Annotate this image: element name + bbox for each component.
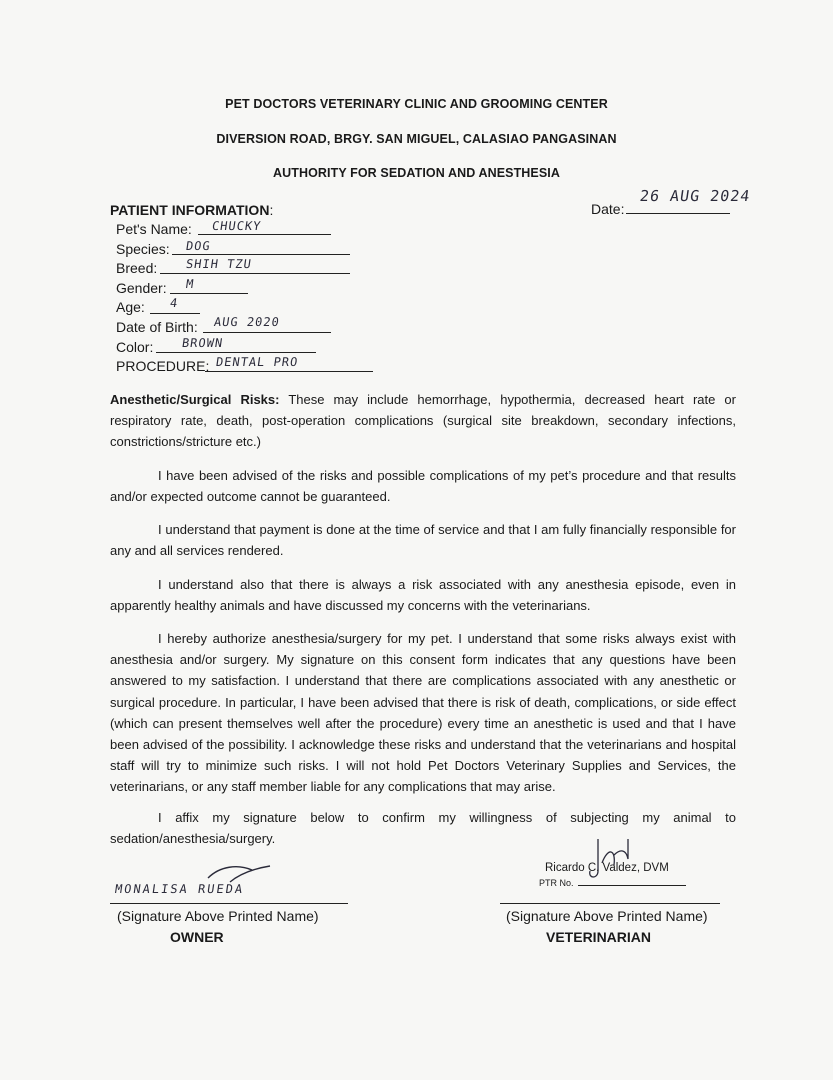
owner-caption: (Signature Above Printed Name) [117,908,319,924]
procedure-line [205,371,373,372]
date-value[interactable]: 26 AUG 2024 [638,187,752,205]
pets-name-line [198,234,331,235]
vet-printed-name: Ricardo C. Valdez, DVM [545,862,669,874]
risks-text: These may include hemorrhage, hypothermia, decreased heart rate or respiratory rate, death, post-operation complications (surgical site breakdown, secondary infections, constrictions/stricture etc.) [110,392,736,450]
risks-heading: Anesthetic/Surgical Risks: [110,392,280,407]
vet-signature-scribble [586,835,646,885]
risks-paragraph [110,389,736,453]
patient-info-heading: PATIENT INFORMATION: [110,202,274,218]
gender-value[interactable]: M [185,277,196,291]
dob-label: Date of Birth: [116,319,198,335]
vet-ptr-label: PTR No. [539,878,574,888]
age-label: Age: [116,299,145,315]
paragraph-risk-awareness: I understand also that there is always a risk associated with any anesthesia episode, even in apparently healthy animals and have discussed my concerns with the veterinarians. [110,577,736,614]
age-value[interactable]: 4 [169,296,180,310]
color-value[interactable]: BROWN [181,336,225,350]
procedure-value[interactable]: DENTAL PRO [215,355,300,369]
paragraph-authorization: I hereby authorize anesthesia/surgery for my pet. I understand that some risks always exist with anesthesia and/or surgery. My signature on this consent form indicates that any questions have been answered to my satisfaction. I understand that there are complications associated with any anesthetic or surgical procedure. In particular, I have been advised that there is risk of death, complications, or side effect (which can present themselves well after the procedure) every time an anesthetic is used and that I have been advised of the possibility. I acknowledge these risks and understand that the veterinarians and hospital staff will try to minimize such risks. I will not hold Pet Doctors Veterinary Supplies and Services, the veterinarians, or any staff member liable for any complications that may arise. [110,631,736,795]
clinic-name: PET DOCTORS VETERINARY CLINIC AND GROOMING CENTER [225,97,608,111]
pets-name-value[interactable]: CHUCKY [211,219,263,233]
paragraph-advised: I have been advised of the risks and possible complications of my pet’s procedure and that results and/or expected outcome cannot be guaranteed. [110,468,736,505]
breed-line [160,273,350,274]
dob-value[interactable]: AUG 2020 [213,315,281,329]
breed-label: Breed: [116,260,158,276]
vet-caption: (Signature Above Printed Name) [506,908,708,924]
date-line [626,213,730,214]
owner-role: OWNER [170,929,224,945]
clinic-address: DIVERSION ROAD, BRGY. SAN MIGUEL, CALASIAO PANGASINAN [216,132,617,146]
date-label: Date: [591,201,625,217]
vet-ptr-line [578,885,686,886]
breed-value[interactable]: SHIH TZU [185,257,253,271]
gender-line [170,293,248,294]
color-line [156,352,316,353]
procedure-label: PROCEDURE: [116,358,210,374]
vet-signature-line [500,903,720,904]
color-label: Color: [116,339,154,355]
paragraph-payment: I understand that payment is done at the time of service and that I am fully financially responsible for any and all services rendered. [110,522,736,559]
age-line [150,313,200,314]
vet-role: VETERINARIAN [546,929,652,945]
paragraph-affix-signature: I affix my signature below to confirm my willingness of subjecting my animal to sedation/anesthesia/surgery. [110,810,736,847]
form-title: AUTHORITY FOR SEDATION AND ANESTHESIA [272,166,561,180]
species-value[interactable]: DOG [185,239,212,253]
species-line [172,254,350,255]
gender-label: Gender: [116,280,167,296]
species-label: Species: [116,241,170,257]
owner-signature-line [110,903,348,904]
owner-printed-name[interactable]: MONALISA RUEDA [114,882,246,896]
pets-name-label: Pet's Name: [116,221,192,237]
dob-line [203,332,331,333]
